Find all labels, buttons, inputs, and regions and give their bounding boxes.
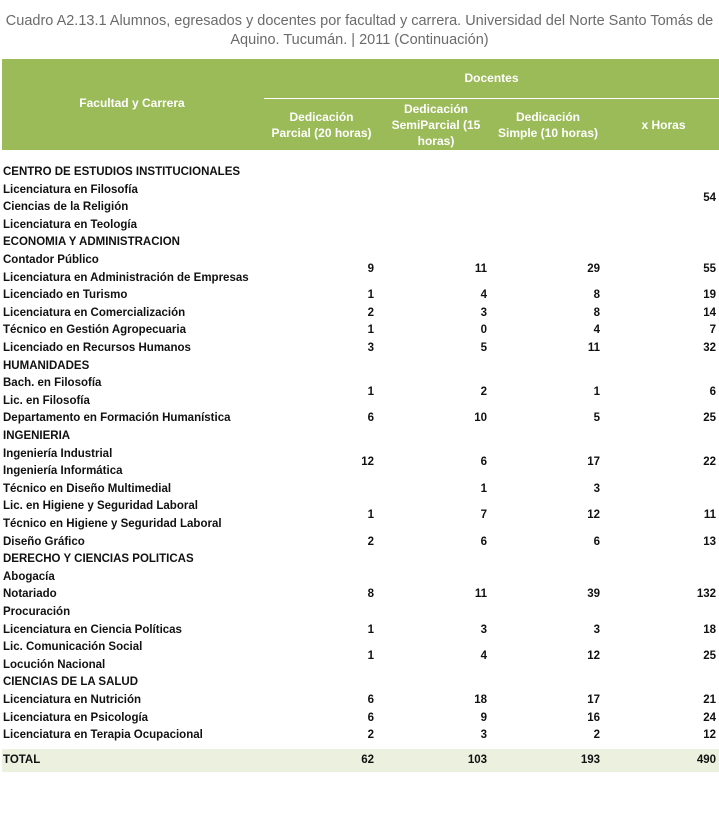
cell-value: 3: [367, 342, 374, 354]
cell-value: 11: [703, 509, 716, 522]
career-label: Licenciatura en Comercialización: [3, 306, 186, 319]
career-label: Técnico en Diseño Multimedial: [3, 482, 172, 495]
cell-value: 10: [474, 412, 487, 425]
table-caption: [0, 12, 719, 50]
header-col-semiparcial: Dedicación SemiParcial (15 horas): [391, 102, 481, 148]
cell-value: 12: [587, 509, 600, 522]
cell-value: 2: [367, 729, 374, 742]
cell-value: 12: [587, 650, 600, 662]
cell-value: 2: [367, 535, 374, 548]
cell-value: 3: [593, 623, 600, 636]
total-value: 490: [696, 754, 716, 766]
section-label: CENTRO DE ESTUDIOS INSTITUCIONALES: [3, 166, 241, 178]
section-label: DERECHO Y CIENCIAS POLITICAS: [3, 553, 194, 566]
cell-value: 1: [593, 386, 600, 398]
career-label: Lic. en Higiene y Seguridad Laboral: [3, 500, 198, 513]
cell-value: 11: [474, 588, 487, 601]
cell-value: 7: [480, 509, 487, 522]
cell-value: 1: [367, 289, 374, 302]
cell-value: 4: [593, 324, 600, 337]
header-col-parcial: Dedicación Parcial (20 horas): [271, 110, 372, 140]
cell-value: 3: [593, 482, 600, 495]
cell-value: 2: [480, 386, 487, 398]
cell-value: 12: [703, 729, 716, 742]
cell-value: 6: [480, 535, 487, 548]
table-header: [2, 59, 719, 150]
caption-line-2: Aquino. Tucumán. | 2011 (Continuación): [230, 32, 489, 48]
header-divider: [264, 98, 719, 99]
career-label: Licenciatura en Psicología: [3, 711, 149, 724]
career-label: Ingeniería Industrial: [3, 447, 113, 460]
cell-value: 13: [703, 535, 716, 548]
cell-value: 22: [703, 456, 716, 469]
cell-value: 3: [480, 306, 487, 319]
cell-value: 14: [703, 306, 716, 319]
career-label: Licenciatura en Filosofía: [3, 183, 138, 196]
career-label: Ingeniería Informática: [3, 465, 123, 478]
cell-value: 25: [703, 650, 716, 662]
total-value: 62: [361, 754, 374, 766]
career-label: Técnico en Higiene y Seguridad Laboral: [3, 518, 222, 530]
cell-value: 17: [587, 694, 600, 706]
cell-value: 17: [587, 456, 600, 469]
total-label: TOTAL: [3, 754, 41, 766]
section-label: INGENIERIA: [3, 430, 71, 442]
career-label: Notariado: [3, 588, 57, 601]
career-label: Licenciatura en Administración de Empresas: [3, 271, 249, 284]
cell-value: 8: [367, 588, 374, 601]
section-label: CIENCIAS DE LA SALUD: [3, 676, 139, 689]
career-label: Diseño Gráfico: [3, 535, 85, 548]
header-facultad-carrera: Facultad y Carrera: [79, 96, 185, 110]
career-label: Bach. en Filosofía: [3, 377, 102, 390]
header-col-simple: Dedicación Simple (10 horas): [497, 110, 599, 140]
cell-value: 5: [593, 412, 600, 425]
cell-value: 1: [367, 324, 374, 337]
cell-value: 9: [367, 262, 374, 275]
cell-value: 6: [593, 535, 600, 548]
cell-value: 2: [593, 729, 600, 742]
cell-value: 18: [474, 694, 487, 706]
cell-value: 6: [480, 456, 487, 469]
cell-value: 2: [367, 306, 374, 319]
cell-value: 39: [587, 588, 600, 601]
cell-value: 6: [709, 386, 716, 398]
career-label: Ciencias de la Religión: [3, 201, 129, 214]
section-label: ECONOMIA Y ADMINISTRACION: [3, 236, 180, 249]
cell-value: 6: [367, 412, 374, 425]
total-row: [2, 749, 719, 772]
cell-value: 4: [480, 650, 487, 662]
career-label: Lic. en Filosofía: [3, 394, 90, 407]
cell-value: 8: [593, 306, 600, 319]
cell-value: 8: [593, 289, 600, 302]
cell-value: 16: [587, 711, 600, 724]
career-label: Lic. Comunicación Social: [3, 641, 143, 654]
cell-value: 24: [703, 711, 716, 724]
cell-value: 3: [480, 623, 487, 636]
cell-value: 9: [480, 711, 487, 724]
cell-value: 1: [367, 386, 374, 398]
cell-value: 3: [480, 729, 487, 742]
cell-value: 55: [703, 262, 716, 275]
career-label: Licenciatura en Terapia Ocupacional: [3, 729, 203, 742]
cell-value: 6: [367, 711, 374, 724]
cell-value: 1: [480, 482, 487, 495]
total-value: 103: [467, 754, 487, 766]
cell-value: 29: [587, 262, 600, 275]
cell-value: 1: [367, 650, 374, 662]
cell-value: 25: [703, 412, 716, 425]
career-label: Abogacía: [3, 570, 55, 583]
cell-value: 132: [696, 588, 716, 601]
section-label: HUMANIDADES: [3, 359, 90, 372]
header-col-horas: x Horas: [641, 118, 686, 132]
total-value: 193: [580, 754, 600, 766]
cell-value: 7: [709, 324, 716, 337]
cell-value: 12: [361, 456, 374, 469]
cell-value: 6: [367, 694, 374, 706]
career-label: Licenciatura en Ciencia Políticas: [3, 623, 182, 636]
cell-value: 4: [480, 289, 487, 302]
header-docentes: Docentes: [464, 71, 519, 85]
cell-value: 32: [703, 342, 716, 354]
career-label: Licenciado en Turismo: [3, 289, 128, 302]
cell-value: 18: [703, 623, 716, 636]
cell-value: 1: [367, 509, 374, 522]
cell-value: 19: [703, 289, 716, 302]
caption-line-1: Cuadro A2.13.1 Alumnos, egresados y docentes por facultad y carrera. Universidad del Norte Santo Tomás de: [5, 13, 714, 29]
cell-value: 0: [480, 324, 487, 337]
career-label: Licenciatura en Teología: [3, 218, 137, 231]
career-label: Técnico en Gestión Agropecuaria: [3, 324, 186, 337]
cell-value: 54: [703, 192, 716, 205]
career-label: Locución Nacional: [3, 658, 106, 671]
career-label: Contador Público: [3, 254, 99, 266]
cell-value: 11: [474, 262, 487, 275]
cell-value: 21: [703, 694, 716, 706]
career-label: Procuración: [3, 606, 71, 618]
cell-value: 1: [367, 623, 374, 636]
career-label: Licenciado en Recursos Humanos: [3, 342, 191, 354]
career-label: Departamento en Formación Humanística: [3, 412, 231, 425]
cell-value: 5: [480, 342, 487, 354]
career-label: Licenciatura en Nutrición: [3, 694, 142, 706]
cell-value: 11: [587, 342, 600, 354]
